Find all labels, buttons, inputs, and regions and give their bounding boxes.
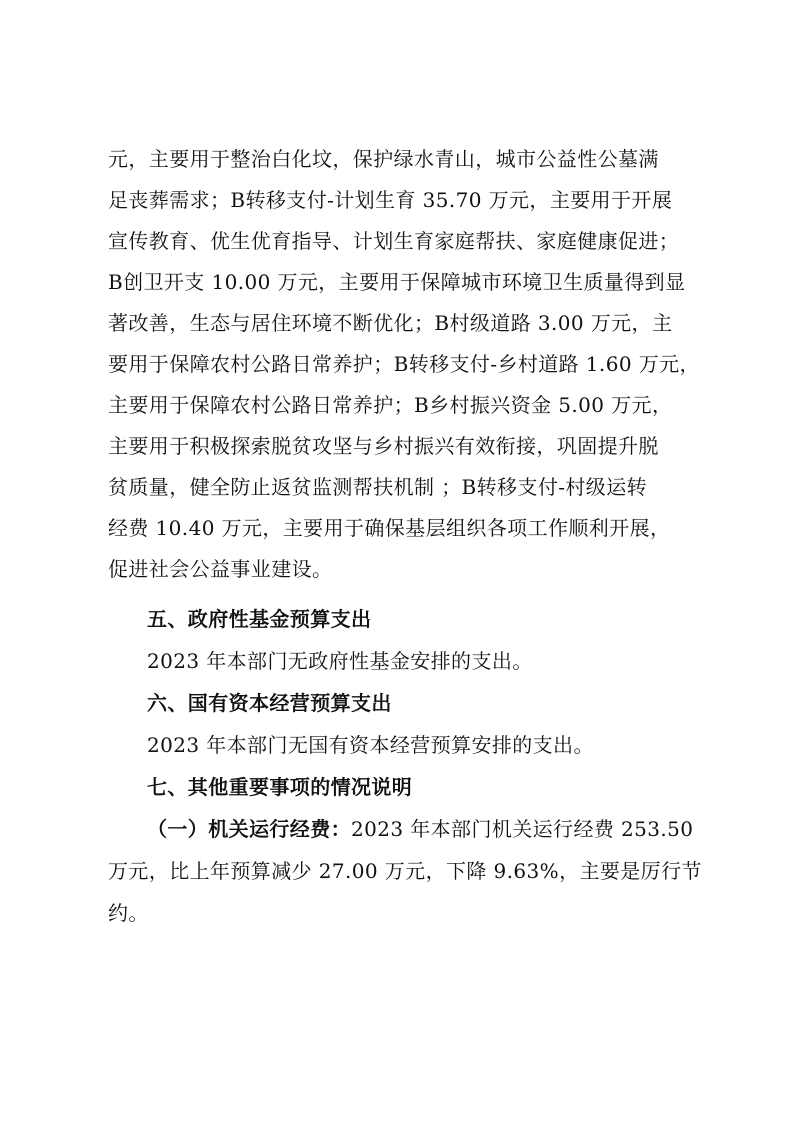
paragraph-line: B创卫开支 10.00 万元，主要用于保障城市环境卫生质量得到显 <box>108 270 686 294</box>
section-heading-6: 六、国有资本经营预算支出 <box>147 691 392 715</box>
section-text-6: 2023 年本部门无国有资本经营预算安排的支出。 <box>147 733 594 757</box>
paragraph-line: 主要用于保障农村公路日常养护；B乡村振兴资金 5.00 万元， <box>108 393 673 417</box>
paragraph-line: 约。 <box>108 901 149 925</box>
item-label: （一）机关运行经费： <box>147 817 351 841</box>
paragraph-line: 促进社会公益事业建设。 <box>108 557 333 581</box>
paragraph-line: 著改善，生态与居住环境不断优化；B村级道路 3.00 万元，主 <box>108 311 673 335</box>
paragraph-line: 贫质量，健全防止返贫监测帮扶机制 ；B转移支付-村级运转 <box>108 475 648 499</box>
section-heading-5: 五、政府性基金预算支出 <box>147 607 372 631</box>
section-heading-7: 七、其他重要事项的情况说明 <box>147 775 413 799</box>
section-text-5: 2023 年本部门无政府性基金安排的支出。 <box>147 649 533 673</box>
paragraph-line: 足丧葬需求；B转移支付-计划生育 35.70 万元，主要用于开展 <box>108 188 673 212</box>
paragraph-line: 宣传教育、优生优育指导、计划生育家庭帮扶、家庭健康促进； <box>108 229 680 253</box>
item-text: 2023 年本部门机关运行经费 253.50 <box>351 817 694 841</box>
paragraph-line: 要用于保障农村公路日常养护；B转移支付-乡村道路 1.60 万元， <box>108 352 700 376</box>
paragraph-line: 主要用于积极探索脱贫攻坚与乡村振兴有效衔接，巩固提升脱 <box>108 434 659 458</box>
paragraph-line: 元，主要用于整治白化坟，保护绿水青山，城市公益性公墓满 <box>108 147 659 171</box>
item-line <box>147 816 737 842</box>
paragraph-line: 万元，比上年预算减少 27.00 万元，下降 9.63%，主要是厉行节 <box>108 859 702 883</box>
paragraph-line: 经费 10.40 万元，主要用于确保基层组织各项工作顺利开展， <box>108 516 671 540</box>
